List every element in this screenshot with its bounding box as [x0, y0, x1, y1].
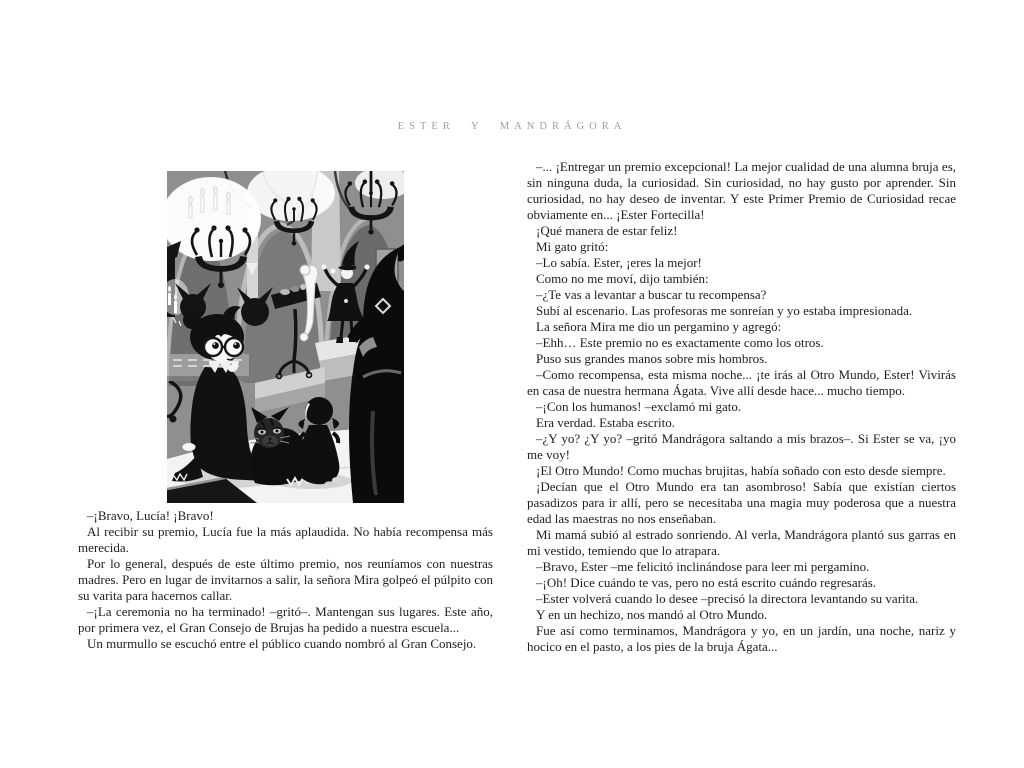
- paragraph: –¡Bravo, Lucía! ¡Bravo!: [87, 508, 214, 523]
- paragraph: La señora Mira me dio un pergamino y agregó:: [536, 319, 782, 334]
- witch-ceremony-drawing: [167, 171, 404, 503]
- paragraph: –Ester volverá cuando lo desee –precisó la directora levantando su varita.: [536, 591, 919, 606]
- paragraph: Como no me moví, dijo también:: [536, 271, 709, 286]
- running-head: ESTER Y MANDRÁGORA: [397, 121, 627, 132]
- paragraph: –¡Con los humanos! –exclamó mi gato.: [536, 399, 742, 414]
- paragraph: ¡Decían que el Otro Mundo era tan asombroso! Sabía que existían ciertos pasadizos para ir allí, pero se necesitaba una magia muy poderosa que a nuestra edad las maestras no nos enseñaban.: [527, 479, 956, 526]
- paragraph: ¡El Otro Mundo! Como muchas brujitas, había soñado con esto desde siempre.: [536, 463, 946, 478]
- right-text-column: [527, 159, 956, 655]
- paragraph: –¡La ceremonia no ha terminado! –gritó–. Mantengan sus lugares. Este año, por primera vez, el Gran Consejo de Brujas ha pedido a nuestra escuela...: [78, 604, 493, 635]
- paragraph: Un murmullo se escuchó entre el público cuando nombró al Gran Consejo.: [87, 636, 477, 651]
- paragraph: Por lo general, después de este último premio, nos reuníamos con nuestras madres. Pero en lugar de invitarnos a salir, la señora Mira golpeó el púlpito con su varita para hacernos callar.: [78, 556, 493, 603]
- paragraph: Al recibir su premio, Lucía fue la más aplaudida. No había recompensa más merecida.: [78, 524, 493, 555]
- paragraph: –¿Te vas a levantar a buscar tu recompensa?: [536, 287, 767, 302]
- paragraph: Y en un hechizo, nos mandó al Otro Mundo.: [536, 607, 768, 622]
- paragraph: ¡Qué manera de estar feliz!: [536, 223, 678, 238]
- paragraph: –... ¡Entregar un premio excepcional! La mejor cualidad de una alumna bruja es, sin ninguna duda, la curiosidad. Sin curiosidad, no hay gusto por aprender. Sin curiosidad, no hay deseo de inventar. Y este Primer Premio de Curiosidad recae obviamente en... ¡Ester Fortecilla!: [527, 159, 956, 222]
- paragraph: Mi mamá subió al estrado sonriendo. Al verla, Mandrágora plantó sus garras en mi vestido, temiendo que lo atrapara.: [527, 527, 956, 558]
- paragraph: Era verdad. Estaba escrito.: [536, 415, 675, 430]
- story-illustration: [167, 171, 404, 503]
- paragraph: –Bravo, Ester –me felicitó inclinándose para leer mi pergamino.: [536, 559, 870, 574]
- paragraph: Fue así como terminamos, Mandrágora y yo, en un jardín, una noche, nariz y hocico en el pasto, a los pies de la bruja Ágata...: [527, 623, 956, 654]
- paragraph: –¡Oh! Dice cuándo te vas, pero no está escrito cuándo regresarás.: [536, 575, 877, 590]
- paragraph: –Como recompensa, esta misma noche... ¡te irás al Otro Mundo, Ester! Vivirás en casa de nuestra hermana Ágata. Vive allí desde hace... mucho tiempo.: [527, 367, 956, 398]
- paragraph: Mi gato gritó:: [536, 239, 609, 254]
- paragraph: –¿Y yo? ¿Y yo? –gritó Mandrágora saltando a mis brazos–. Si Ester se va, ¡yo me voy!: [527, 431, 956, 462]
- paragraph: –Ehh… Este premio no es exactamente como los otros.: [536, 335, 824, 350]
- paragraph: Subí al escenario. Las profesoras me sonreían y yo estaba impresionada.: [536, 303, 913, 318]
- left-text-column: [78, 171, 493, 652]
- paragraph: –Lo sabía. Ester, ¡eres la mejor!: [536, 255, 702, 270]
- paragraph: Puso sus grandes manos sobre mis hombros.: [536, 351, 768, 366]
